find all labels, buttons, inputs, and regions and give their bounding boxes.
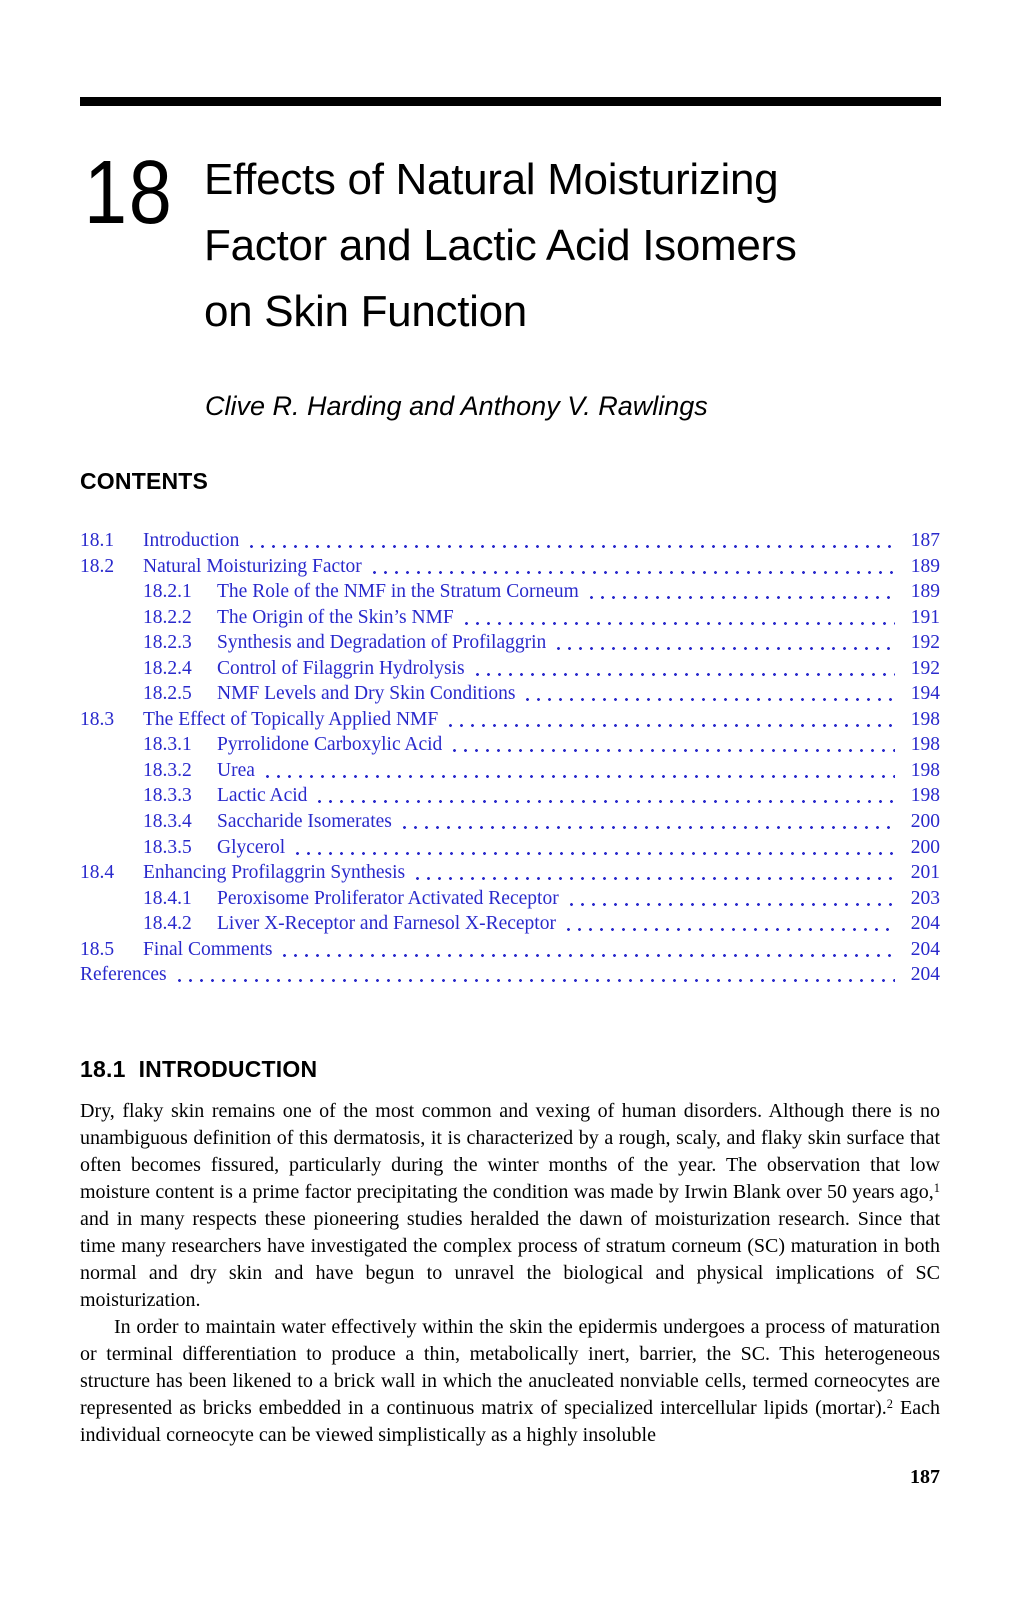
toc-entry-page: 204	[910, 913, 940, 935]
toc-entry-page: 201	[910, 862, 940, 884]
toc-entry-number: 18.4	[80, 862, 115, 884]
toc-entry-title: Synthesis and Degradation of Profilaggrin	[217, 632, 547, 654]
toc-leader-dots	[246, 528, 895, 554]
toc-leader-dots	[292, 835, 895, 861]
toc-leader-dots	[262, 758, 895, 784]
toc-entry-page: 198	[910, 708, 940, 730]
chapter-title	[204, 147, 797, 345]
toc-entry-title: Final Comments	[143, 938, 273, 960]
toc-entry[interactable]	[80, 886, 940, 912]
toc-entry-number: 18.2.3	[143, 632, 192, 654]
toc-entry[interactable]	[80, 605, 940, 631]
paragraph-1	[80, 1098, 940, 1314]
toc-entry-page: 192	[910, 632, 940, 654]
toc-entry[interactable]	[80, 758, 940, 784]
toc-entry[interactable]	[80, 783, 940, 809]
chapter-title-line-1: Effects of Natural Moisturizing	[204, 155, 779, 204]
toc-entry-number: 18.3.2	[143, 759, 192, 781]
toc-entry[interactable]	[80, 732, 940, 758]
toc-leader-dots	[553, 630, 895, 656]
chapter-number: 18	[84, 143, 174, 243]
toc-entry-title: Lactic Acid	[217, 785, 308, 807]
toc-entry[interactable]	[80, 681, 940, 707]
toc-leader-dots	[522, 681, 895, 707]
toc-leader-dots	[461, 605, 895, 631]
toc-entry-page: 187	[910, 530, 940, 551]
body-text	[80, 1098, 940, 1449]
toc-entry-page: 204	[910, 938, 940, 960]
toc-entry-title: Urea	[217, 759, 255, 781]
toc-entry[interactable]	[80, 809, 940, 835]
toc-leader-dots	[412, 860, 895, 886]
toc-entry-title: Introduction	[143, 530, 240, 551]
section-heading	[80, 1056, 317, 1083]
toc-leader-dots	[566, 886, 895, 912]
toc-entry-number: 18.2	[80, 555, 115, 577]
toc-entry-page: 198	[910, 759, 940, 781]
toc-leader-dots	[369, 554, 895, 580]
toc-entry-page: 189	[910, 555, 940, 577]
toc-leader-dots	[314, 783, 895, 809]
toc-entry-title: Pyrrolidone Carboxylic Acid	[217, 734, 443, 756]
text-run: and in many respects these pioneering studies heralded the dawn of moisturization research. Since that time many researchers have investigated the complex process of stratum corneum (SC) maturation in both normal and dry skin and have begun to unravel the biological and physical implications of SC moisturization.	[80, 1208, 940, 1311]
toc-leader-dots	[563, 911, 895, 937]
toc-entry-title: References	[80, 964, 167, 986]
toc-entry[interactable]	[80, 554, 940, 580]
toc-entry-title: Natural Moisturizing Factor	[143, 555, 362, 577]
toc-entry-page: 200	[910, 836, 940, 858]
toc-entry-number: 18.4.2	[143, 913, 192, 935]
toc-entry-number: 18.3.5	[143, 836, 192, 858]
paragraph-2	[80, 1314, 940, 1449]
toc-entry[interactable]	[80, 630, 940, 656]
toc-entry[interactable]	[80, 579, 940, 605]
toc-entry-title: The Role of the NMF in the Stratum Corneum	[217, 581, 579, 603]
toc-entry-number: 18.2.2	[143, 606, 192, 628]
toc-entry-page: 194	[910, 683, 940, 705]
chapter-opening-rule	[80, 97, 941, 106]
text-run: Each individual corneocyte can be viewed simplistically as a highly insoluble	[80, 1397, 940, 1446]
text-run: In order to maintain water effectively within the skin the epidermis undergoes a process of maturation or terminal differentiation to produce a thin, metabolically inert, barrier, the SC. This heterogeneous structure has been likened to a brick wall in which the anucleated nonviable cells, termed corneocytes are represented as bricks embedded in a continuous matrix of specialized intercellular lipids (mortar).	[80, 1316, 940, 1419]
toc-entry-page: 200	[910, 811, 940, 833]
contents-heading: CONTENTS	[80, 468, 209, 494]
toc-entry-number: 18.1	[80, 530, 115, 551]
toc-entry-number: 18.3	[80, 708, 115, 730]
text-run: Dry, flaky skin remains one of the most common and vexing of human disorders. Although there is no unambiguous definition of this dermatosis, it is characterized by a rough, scaly, and flaky skin surface that often becomes fissured, particularly during the winter months of the year. The observation that low moisture content is a prime factor precipitating the condition was made by Irwin Blank over 50 years ago,	[80, 1100, 940, 1203]
toc-entry[interactable]	[80, 911, 940, 937]
toc-entry-title: Liver X-Receptor and Farnesol X-Receptor	[217, 913, 556, 935]
toc-entry-number: 18.5	[80, 938, 115, 960]
toc-entry[interactable]	[80, 835, 940, 861]
toc-entry-number: 18.2.1	[143, 581, 192, 603]
toc-entry-number: 18.4.1	[143, 887, 192, 909]
toc-entry-page: 203	[910, 887, 940, 909]
chapter-authors: Clive R. Harding and Anthony V. Rawlings	[205, 391, 708, 421]
toc-leader-dots	[174, 962, 895, 988]
toc-entry[interactable]	[80, 707, 940, 733]
toc-entry-page: 198	[910, 785, 940, 807]
toc-entry-title: Saccharide Isomerates	[217, 811, 392, 833]
toc-entry[interactable]	[80, 656, 940, 682]
toc-entry-title: The Effect of Topically Applied NMF	[143, 708, 439, 730]
toc-leader-dots	[279, 937, 895, 963]
toc-leader-dots	[586, 579, 895, 605]
toc-list	[80, 528, 940, 988]
toc-leader-dots	[399, 809, 895, 835]
toc-entry-number: 18.2.4	[143, 657, 192, 679]
toc-entry[interactable]	[80, 962, 940, 988]
toc-entry-title: Control of Filaggrin Hydrolysis	[217, 657, 465, 679]
toc-leader-dots	[449, 732, 895, 758]
toc-entry-number: 18.3.1	[143, 734, 192, 756]
toc-entry-title: Peroxisome Proliferator Activated Receptor	[217, 887, 559, 909]
reference-superscript: 1	[933, 1181, 940, 1196]
toc-entry-number: 18.3.3	[143, 785, 192, 807]
chapter-title-line-2: Factor and Lactic Acid Isomers	[204, 221, 797, 270]
section-number: 18.1	[80, 1056, 126, 1082]
toc-entry-page: 204	[910, 964, 940, 986]
toc-entry-title: Glycerol	[217, 836, 286, 858]
toc-entry-number: 18.3.4	[143, 811, 192, 833]
toc-leader-dots	[445, 707, 895, 733]
toc-entry-title: NMF Levels and Dry Skin Conditions	[217, 683, 516, 705]
toc-entry-title: Enhancing Profilaggrin Synthesis	[143, 862, 406, 884]
toc-entry[interactable]	[80, 860, 940, 886]
toc-entry-page: 191	[910, 606, 940, 628]
toc-leader-dots	[472, 656, 895, 682]
toc-entry-title: The Origin of the Skin’s NMF	[217, 606, 454, 628]
reference-superscript: 2	[886, 1397, 893, 1412]
toc-entry-page: 198	[910, 734, 940, 756]
page-number: 187	[910, 1466, 940, 1488]
toc-entry[interactable]	[80, 937, 940, 963]
toc-entry-page: 192	[910, 657, 940, 679]
toc-entry-number: 18.2.5	[143, 683, 192, 705]
section-title: INTRODUCTION	[138, 1056, 318, 1082]
chapter-title-line-3: on Skin Function	[204, 287, 527, 336]
toc-entry-page: 189	[910, 581, 940, 603]
toc-entry[interactable]	[80, 528, 940, 554]
